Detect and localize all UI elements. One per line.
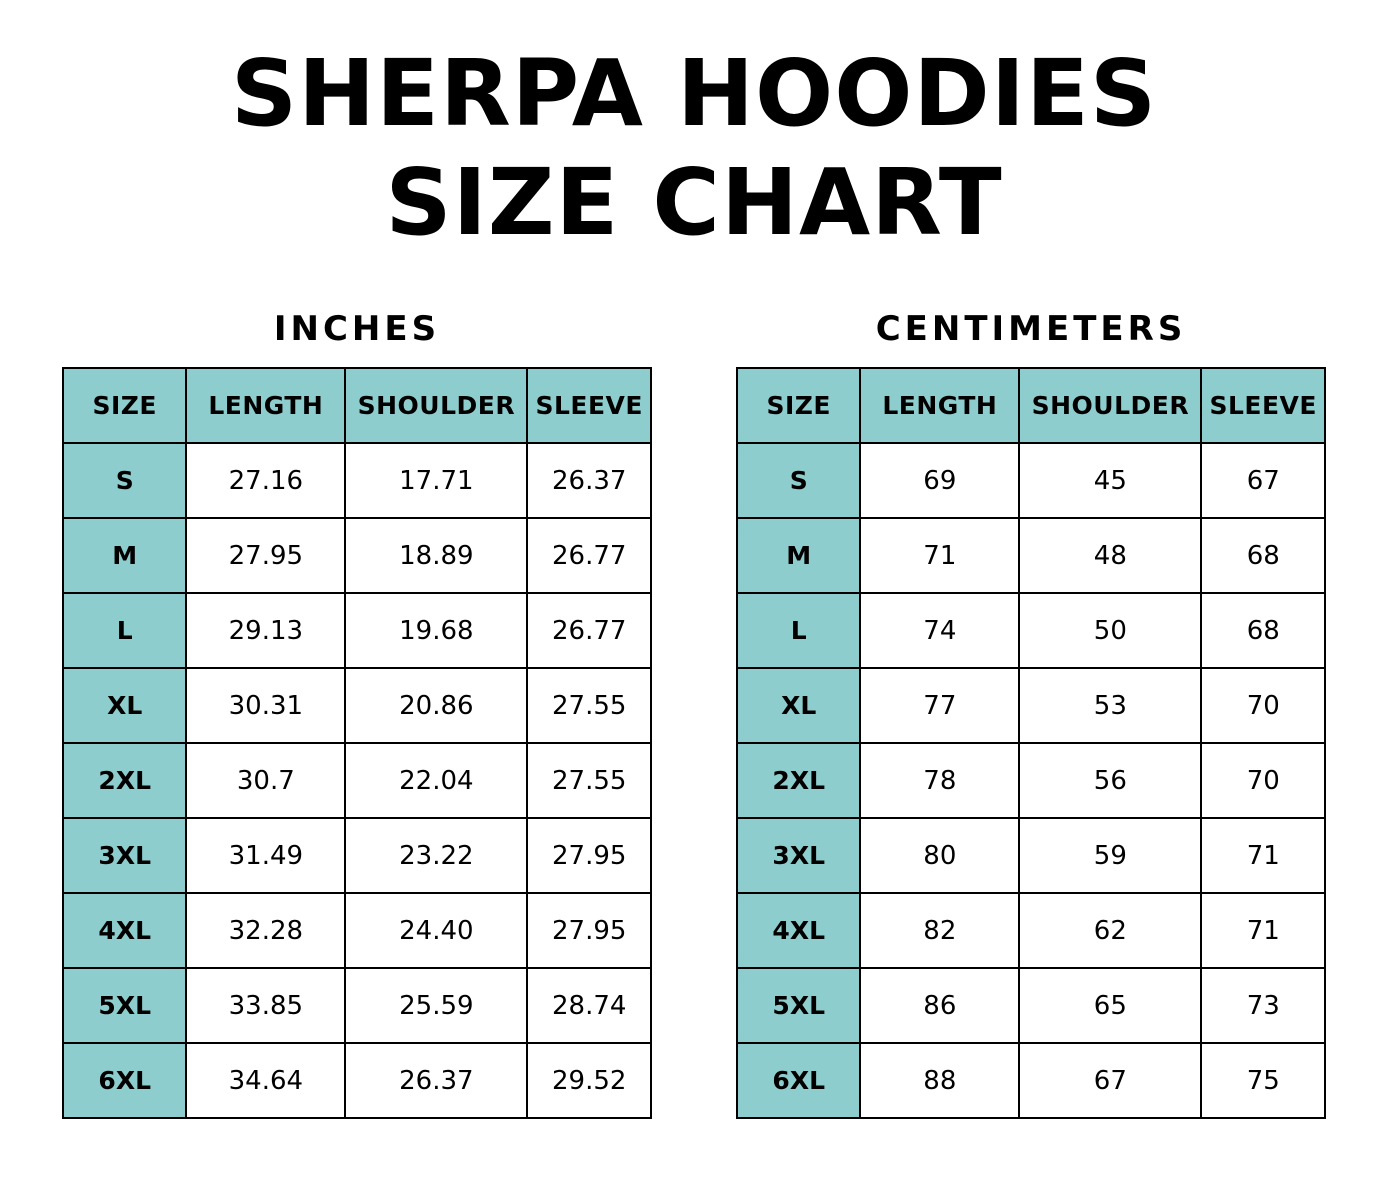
size-table-centimeters xyxy=(736,367,1326,1119)
table-row xyxy=(737,443,1325,518)
page-title-line-2: SIZE CHART xyxy=(385,148,1003,256)
cell-shoulder: 48 xyxy=(1019,518,1201,593)
column-header-sleeve: SLEEVE xyxy=(1201,368,1325,443)
cell-sleeve: 67 xyxy=(1201,443,1325,518)
table-row xyxy=(63,743,651,818)
cell-shoulder: 19.68 xyxy=(345,593,527,668)
column-header-length: LENGTH xyxy=(186,368,345,443)
table-caption-inches: INCHES xyxy=(273,309,441,350)
cell-shoulder: 24.40 xyxy=(345,893,527,968)
table-row xyxy=(737,743,1325,818)
table-row xyxy=(63,443,651,518)
cell-size: 5XL xyxy=(63,968,186,1043)
cell-shoulder: 56 xyxy=(1019,743,1201,818)
cell-shoulder: 23.22 xyxy=(345,818,527,893)
cell-length: 31.49 xyxy=(186,818,345,893)
cell-length: 80 xyxy=(860,818,1019,893)
cell-size: 2XL xyxy=(737,743,860,818)
cell-length: 88 xyxy=(860,1043,1019,1118)
table-row xyxy=(737,593,1325,668)
page-title xyxy=(0,0,1388,257)
cell-length: 74 xyxy=(860,593,1019,668)
cell-shoulder: 20.86 xyxy=(345,668,527,743)
cell-length: 32.28 xyxy=(186,893,345,968)
table-row xyxy=(737,1043,1325,1118)
table-row xyxy=(737,818,1325,893)
cell-length: 30.31 xyxy=(186,668,345,743)
cell-shoulder: 22.04 xyxy=(345,743,527,818)
table-row xyxy=(737,518,1325,593)
cell-length: 30.7 xyxy=(186,743,345,818)
table-row xyxy=(737,893,1325,968)
cell-shoulder: 45 xyxy=(1019,443,1201,518)
cell-shoulder: 65 xyxy=(1019,968,1201,1043)
cell-sleeve: 68 xyxy=(1201,593,1325,668)
column-header-length: LENGTH xyxy=(860,368,1019,443)
cell-size: 2XL xyxy=(63,743,186,818)
cell-shoulder: 59 xyxy=(1019,818,1201,893)
table-row xyxy=(63,593,651,668)
table-header-row xyxy=(737,368,1325,443)
table-row xyxy=(63,818,651,893)
table-row xyxy=(63,893,651,968)
cell-length: 82 xyxy=(860,893,1019,968)
table-row xyxy=(737,968,1325,1043)
cell-shoulder: 18.89 xyxy=(345,518,527,593)
cell-sleeve: 71 xyxy=(1201,818,1325,893)
column-header-sleeve: SLEEVE xyxy=(527,368,651,443)
cell-sleeve: 29.52 xyxy=(527,1043,651,1118)
cell-sleeve: 27.95 xyxy=(527,818,651,893)
table-caption-centimeters: CENTIMETERS xyxy=(875,309,1187,350)
cell-shoulder: 53 xyxy=(1019,668,1201,743)
table-row xyxy=(63,1043,651,1118)
column-header-size: SIZE xyxy=(63,368,186,443)
cell-sleeve: 68 xyxy=(1201,518,1325,593)
column-header-shoulder: SHOULDER xyxy=(1019,368,1201,443)
cell-sleeve: 27.55 xyxy=(527,668,651,743)
cell-shoulder: 50 xyxy=(1019,593,1201,668)
page-title-line-1: SHERPA HOODIES xyxy=(230,40,1158,147)
table-body-centimeters xyxy=(737,443,1325,1118)
cell-length: 69 xyxy=(860,443,1019,518)
cell-sleeve: 28.74 xyxy=(527,968,651,1043)
size-table-inches xyxy=(62,367,652,1119)
cell-sleeve: 75 xyxy=(1201,1043,1325,1118)
table-row xyxy=(63,518,651,593)
cell-size: S xyxy=(63,443,186,518)
table-row xyxy=(63,668,651,743)
cell-shoulder: 25.59 xyxy=(345,968,527,1043)
cell-size: 6XL xyxy=(63,1043,186,1118)
cell-length: 27.95 xyxy=(186,518,345,593)
cell-size: XL xyxy=(737,668,860,743)
cell-size: 5XL xyxy=(737,968,860,1043)
table-body-inches xyxy=(63,443,651,1118)
cell-shoulder: 17.71 xyxy=(345,443,527,518)
cell-sleeve: 26.37 xyxy=(527,443,651,518)
cell-size: M xyxy=(63,518,186,593)
table-row xyxy=(63,968,651,1043)
cell-size: S xyxy=(737,443,860,518)
column-header-shoulder: SHOULDER xyxy=(345,368,527,443)
table-row xyxy=(737,668,1325,743)
cell-size: 4XL xyxy=(737,893,860,968)
cell-sleeve: 73 xyxy=(1201,968,1325,1043)
cell-sleeve: 26.77 xyxy=(527,593,651,668)
cell-size: 6XL xyxy=(737,1043,860,1118)
cell-length: 77 xyxy=(860,668,1019,743)
cell-size: 3XL xyxy=(737,818,860,893)
cell-size: L xyxy=(737,593,860,668)
cell-size: 3XL xyxy=(63,818,186,893)
cell-length: 29.13 xyxy=(186,593,345,668)
cell-length: 78 xyxy=(860,743,1019,818)
cell-size: XL xyxy=(63,668,186,743)
table-header-centimeters xyxy=(737,368,1325,443)
table-block-inches xyxy=(62,309,652,1119)
cell-length: 86 xyxy=(860,968,1019,1043)
cell-sleeve: 71 xyxy=(1201,893,1325,968)
cell-size: 4XL xyxy=(63,893,186,968)
cell-size: M xyxy=(737,518,860,593)
cell-length: 34.64 xyxy=(186,1043,345,1118)
cell-length: 71 xyxy=(860,518,1019,593)
cell-sleeve: 70 xyxy=(1201,743,1325,818)
cell-shoulder: 62 xyxy=(1019,893,1201,968)
table-block-centimeters xyxy=(736,309,1326,1119)
cell-sleeve: 27.55 xyxy=(527,743,651,818)
column-header-size: SIZE xyxy=(737,368,860,443)
tables-container xyxy=(0,309,1388,1119)
cell-sleeve: 26.77 xyxy=(527,518,651,593)
cell-shoulder: 26.37 xyxy=(345,1043,527,1118)
table-header-inches xyxy=(63,368,651,443)
cell-shoulder: 67 xyxy=(1019,1043,1201,1118)
cell-size: L xyxy=(63,593,186,668)
cell-sleeve: 27.95 xyxy=(527,893,651,968)
cell-length: 27.16 xyxy=(186,443,345,518)
cell-sleeve: 70 xyxy=(1201,668,1325,743)
cell-length: 33.85 xyxy=(186,968,345,1043)
table-header-row xyxy=(63,368,651,443)
